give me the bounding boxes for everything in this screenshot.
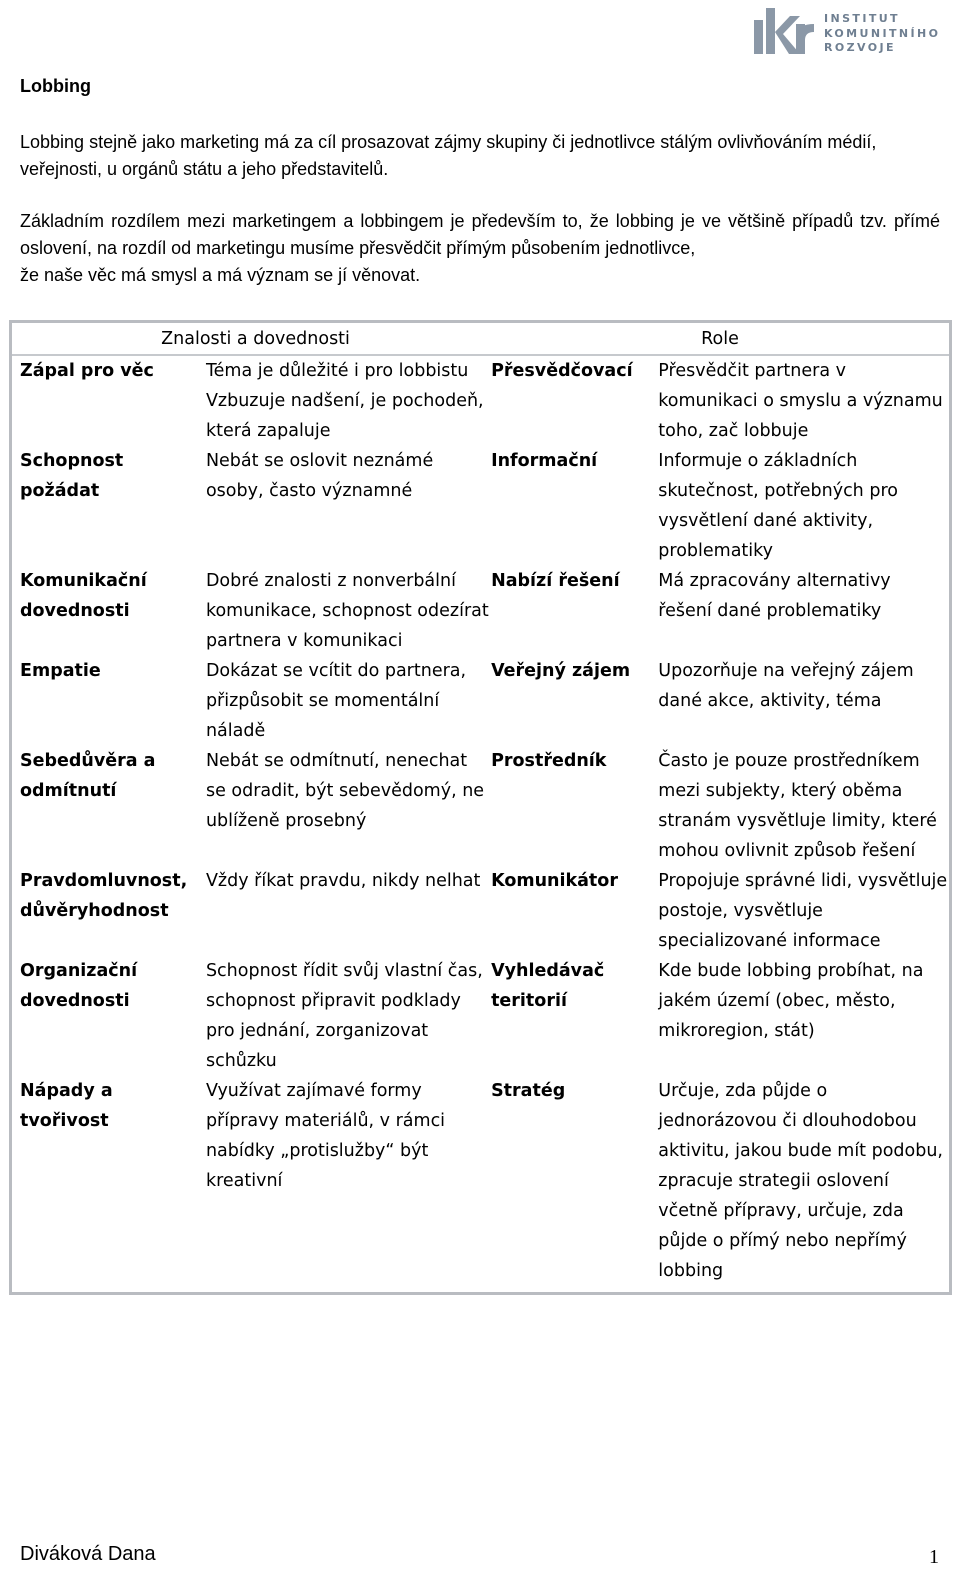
logo-line-1: INSTITUT xyxy=(824,12,900,25)
logo-line-3: ROZVOJE xyxy=(824,41,896,54)
skill-name: Sebedůvěra a odmítnutí xyxy=(11,746,206,866)
role-name: Přesvědčovací xyxy=(491,361,633,381)
intro-paragraph: Lobbing stejně jako marketing má za cíl prosazovat zájmy skupiny či jednotlivce stálým ovlivňováním médií, veřejnosti, u orgánů státu a jeho představitelů. xyxy=(20,132,877,179)
ikr-logo-icon xyxy=(752,6,816,56)
difference-paragraph-body: Základním rozdílem mezi marketingem a lobbingem je především to, že lobbing je ve většině případů tzv. přímé oslovení, na rozdíl od marketingu musíme přesvědčit přímým působením jednotlivce, xyxy=(20,211,940,258)
skill-name: Schopnost požádat xyxy=(11,446,206,566)
skill-name: Komunikační dovednosti xyxy=(11,566,206,656)
role-description: Informuje o základních skutečnost, potřebných pro vysvětlení dané aktivity, problematiky xyxy=(658,446,950,566)
header-skills: Znalosti a dovednosti xyxy=(11,322,492,356)
skill-description: Vždy říkat pravdu, nikdy nelhat xyxy=(205,871,481,891)
role-description: Upozorňuje na veřejný zájem dané akce, aktivity, téma xyxy=(658,656,950,746)
difference-paragraph xyxy=(20,208,940,289)
role-name: Komunikátor xyxy=(491,871,618,891)
role-name: Prostředník xyxy=(491,751,607,771)
table-body xyxy=(11,355,951,1294)
table-row xyxy=(11,656,951,746)
table-row xyxy=(11,956,951,1076)
skills-roles-table xyxy=(9,320,952,1295)
difference-paragraph-end: že naše věc má smysl a má význam se jí věnovat. xyxy=(20,265,421,285)
skill-name: Organizační dovednosti xyxy=(11,956,206,1076)
skill-name: Pravdomluvnost, důvěryhodnost xyxy=(11,866,206,956)
skill-description: Téma je důležité i pro lobbistu Vzbuzuje nadšení, je pochodeň, která zapaluje xyxy=(205,361,484,441)
skill-description: Schopnost řídit svůj vlastní čas, schopnost připravit podklady pro jednání, zorganizovat schůzku xyxy=(205,961,483,1071)
institute-logo xyxy=(752,6,952,56)
skill-name: Nápady a tvořivost xyxy=(11,1076,206,1294)
skill-description: Dokázat se vcítit do partnera, přizpůsobit se momentální náladě xyxy=(205,661,467,741)
logo-line-2: KOMUNITNÍHO xyxy=(824,26,941,40)
page-number: 1 xyxy=(929,1546,939,1568)
logo-wordmark xyxy=(824,12,940,56)
role-description: Určuje, zda půjde o jednorázovou či dlouhodobou aktivitu, jakou bude mít podobu, zpracuje strategii oslovení včetně přípravy, určuje, zda půjde o přímý nebo nepřímý lobbing xyxy=(658,1076,950,1294)
header-role: Role xyxy=(491,322,950,356)
skill-description: Dobré znalosti z nonverbální komunikace, schopnost odezírat partnera v komunikaci xyxy=(205,571,489,651)
skill-description: Nebát se odmítnutí, nenechat se odradit, být sebevědomý, ne ublíženě prosebný xyxy=(205,751,485,831)
role-description: Má zpracovány alternativy řešení dané problematiky xyxy=(658,566,950,656)
role-description: Propojuje správné lidi, vysvětluje postoje, vysvětluje specializované informace xyxy=(658,866,950,956)
role-name: Vyhledávač teritorií xyxy=(491,961,605,1011)
skill-name: Zápal pro věc xyxy=(11,355,206,446)
skill-description: Využívat zajímavé formy přípravy materiálů, v rámci nabídky „protislužby“ být kreativní xyxy=(206,1076,491,1294)
role-name: Stratég xyxy=(491,1076,658,1294)
footer-author: Diváková Dana xyxy=(20,1543,156,1565)
role-description: Kde bude lobbing probíhat, na jakém území (obec, město, mikroregion, stát) xyxy=(658,956,950,1076)
table-row xyxy=(11,446,951,566)
table-row xyxy=(11,866,951,956)
skill-description: Nebát se oslovit neznámé osoby, často významné xyxy=(205,451,434,501)
document-title: Lobbing xyxy=(20,76,91,96)
role-name: Informační xyxy=(491,451,598,471)
table-row xyxy=(11,1076,951,1294)
table-row xyxy=(11,355,951,446)
role-description: Často je pouze prostředníkem mezi subjekty, který oběma stranám vysvětluje limity, které mohou ovlivnit způsob řešení xyxy=(658,746,950,866)
skill-name: Empatie xyxy=(11,656,206,746)
table-header-row xyxy=(11,322,951,356)
role-name: Nabízí řešení xyxy=(491,571,620,591)
table-row xyxy=(11,746,951,866)
role-description: Přesvědčit partnera v komunikaci o smyslu a významu toho, zač lobbuje xyxy=(658,355,950,446)
table-row xyxy=(11,566,951,656)
role-name: Veřejný zájem xyxy=(491,661,631,681)
